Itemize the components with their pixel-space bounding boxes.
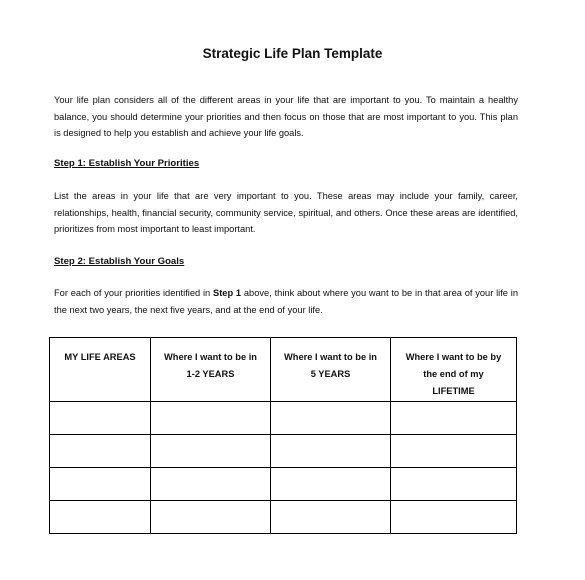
table-cell[interactable] bbox=[391, 501, 517, 534]
step2-text-before: For each of your priorities identified in bbox=[54, 288, 213, 298]
table-header-row bbox=[50, 338, 517, 402]
table-header-cell: Where I want to be by the end of my LIFETIME bbox=[391, 338, 517, 402]
table-cell[interactable] bbox=[271, 402, 391, 435]
table-cell[interactable] bbox=[151, 435, 271, 468]
step2-text-after: above, think about where you want to be in that area of your life in the next two years, the next five years, and at the end of your life. bbox=[54, 288, 518, 315]
table-cell[interactable] bbox=[50, 468, 151, 501]
table-cell[interactable] bbox=[271, 468, 391, 501]
step2-text-bold: Step 1 bbox=[213, 288, 242, 298]
table-cell[interactable] bbox=[151, 501, 271, 534]
table-cell[interactable] bbox=[391, 402, 517, 435]
table-cell[interactable] bbox=[151, 402, 271, 435]
table-header-cell: MY LIFE AREAS bbox=[50, 338, 151, 402]
table-header-cell: Where I want to be in 5 YEARS bbox=[271, 338, 391, 402]
intro-paragraph: Your life plan considers all of the different areas in your life that are important to you. To maintain a healthy balance, you should determine your priorities and then focus on those that are most important to you. This plan is designed to help you establish and achieve your life goals. bbox=[54, 95, 518, 138]
life-plan-table bbox=[49, 337, 517, 534]
table-row bbox=[50, 402, 517, 435]
step2-heading: Step 2: Establish Your Goals bbox=[54, 256, 185, 267]
table-cell[interactable] bbox=[50, 435, 151, 468]
table-row bbox=[50, 468, 517, 501]
document-title: Strategic Life Plan Template bbox=[202, 46, 383, 61]
table-cell[interactable] bbox=[271, 435, 391, 468]
table-cell[interactable] bbox=[391, 435, 517, 468]
table-cell[interactable] bbox=[271, 501, 391, 534]
step1-heading: Step 1: Establish Your Priorities bbox=[54, 158, 200, 169]
table-cell[interactable] bbox=[50, 402, 151, 435]
table-header-cell: Where I want to be in 1-2 YEARS bbox=[151, 338, 271, 402]
table-cell[interactable] bbox=[151, 468, 271, 501]
table-cell[interactable] bbox=[391, 468, 517, 501]
table-row bbox=[50, 435, 517, 468]
step2-paragraph bbox=[54, 285, 518, 318]
step1-paragraph: List the areas in your life that are very important to you. These areas may include your family, career, relationships, health, financial security, community service, spiritual, and others. Once these areas are identified, prioritizes from most important to least important. bbox=[54, 191, 518, 234]
table-row bbox=[50, 501, 517, 534]
table-cell[interactable] bbox=[50, 501, 151, 534]
